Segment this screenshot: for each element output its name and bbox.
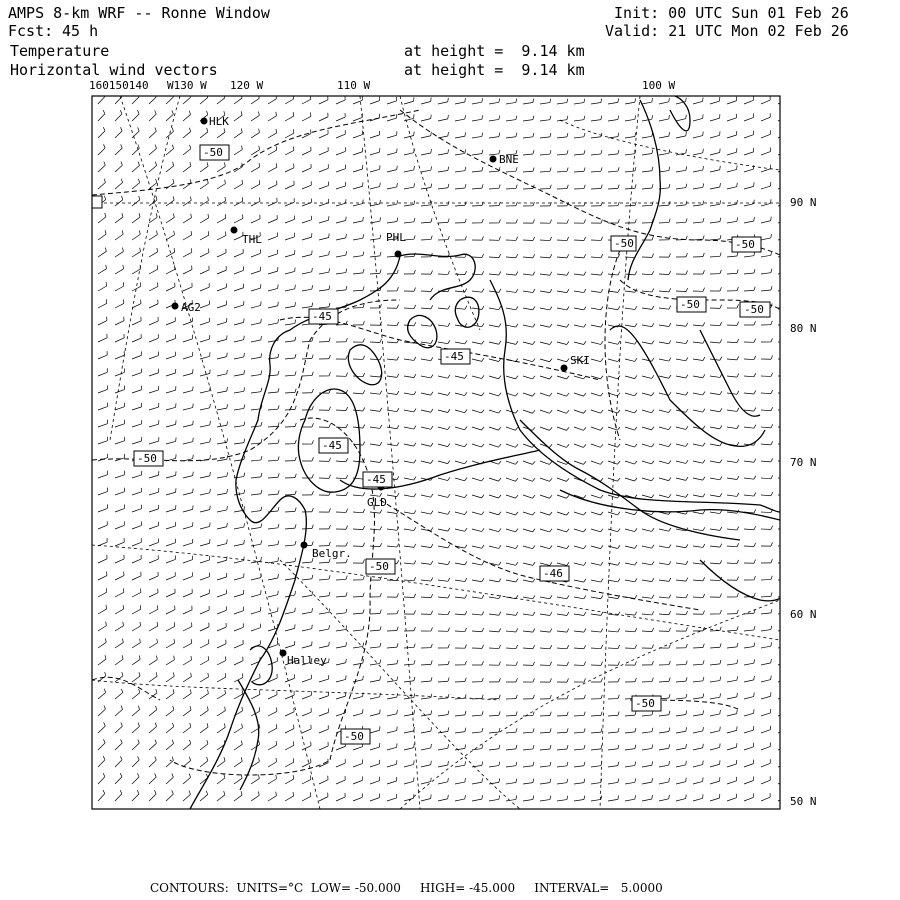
init-time: Init: 00 UTC Sun 01 Feb 26 <box>614 4 849 22</box>
station-label-belgr: Belgr. <box>312 547 352 560</box>
graticule <box>92 96 780 809</box>
station-label-halley: Halley <box>287 654 327 667</box>
station-dot-halley <box>280 650 287 657</box>
temperature-contours <box>92 110 780 775</box>
contour-label: -50 <box>635 697 655 710</box>
contour-label: -50 <box>614 237 634 250</box>
contour-label: -50 <box>744 303 764 316</box>
station-label-thl: THL <box>242 233 262 246</box>
station-label-gld: GLD <box>367 496 387 509</box>
station-dot-bne <box>490 156 497 163</box>
lat-label-70: 70 N <box>790 456 817 469</box>
contour-label-boxes <box>92 145 770 744</box>
contour-label: -45 <box>366 473 386 486</box>
wind-vector-field <box>98 93 790 801</box>
forecast-label: Fcst: <box>8 22 54 40</box>
height-wind: at height = 9.14 km <box>404 61 585 79</box>
contour-label: -50 <box>344 730 364 743</box>
station-label-ag2: AG2 <box>181 301 201 314</box>
lat-label-80: 80 N <box>790 322 817 335</box>
height-temperature: at height = 9.14 km <box>404 42 585 60</box>
lon-label-110: 110 W <box>337 79 371 92</box>
contour-label: -50 <box>680 298 700 311</box>
lat-label-90: 90 N <box>790 196 817 209</box>
map-title: AMPS 8-km WRF -- Ronne Window <box>8 4 270 22</box>
field-wind-vectors: Horizontal wind vectors <box>10 61 218 79</box>
contour-label: -50 <box>735 238 755 251</box>
valid-time: Valid: 21 UTC Mon 02 Feb 26 <box>605 22 849 40</box>
station-label-phl: PHL <box>386 231 406 244</box>
station-label-hlk: HLK <box>209 115 229 128</box>
station-dot-thl <box>231 227 238 234</box>
lon-label-130: W130 W <box>167 79 207 92</box>
station-dot-belgr <box>301 542 308 549</box>
station-dot-hlk <box>201 118 208 125</box>
contour-label: -45 <box>322 439 342 452</box>
lon-label-100: 100 W <box>642 79 676 92</box>
station-label-bne: BNE <box>499 153 519 166</box>
station-label-ski: SKI <box>570 354 590 367</box>
lat-label-60: 60 N <box>790 608 817 621</box>
lat-label-50: 50 N <box>790 795 817 808</box>
lon-label-160: 160150140 <box>89 79 149 92</box>
forecast-hours: 45 h <box>62 22 99 40</box>
contour-label: -46 <box>543 567 563 580</box>
contour-label: -45 <box>312 310 332 323</box>
contour-label: -50 <box>369 560 389 573</box>
contour-label: -50 <box>203 146 223 159</box>
lon-label-120: 120 W <box>230 79 264 92</box>
field-temperature: Temperature <box>10 42 110 60</box>
contour-label: -45 <box>444 350 464 363</box>
station-dot-ski <box>561 365 568 372</box>
station-dot-phl <box>395 251 402 258</box>
station-dot-ag2 <box>172 303 179 310</box>
contour-info-footer: CONTOURS: UNITS=°C LOW= -50.000 HIGH= -45.000 INTERVAL= 5.0000 <box>150 881 663 895</box>
contour-label: -50 <box>137 452 157 465</box>
